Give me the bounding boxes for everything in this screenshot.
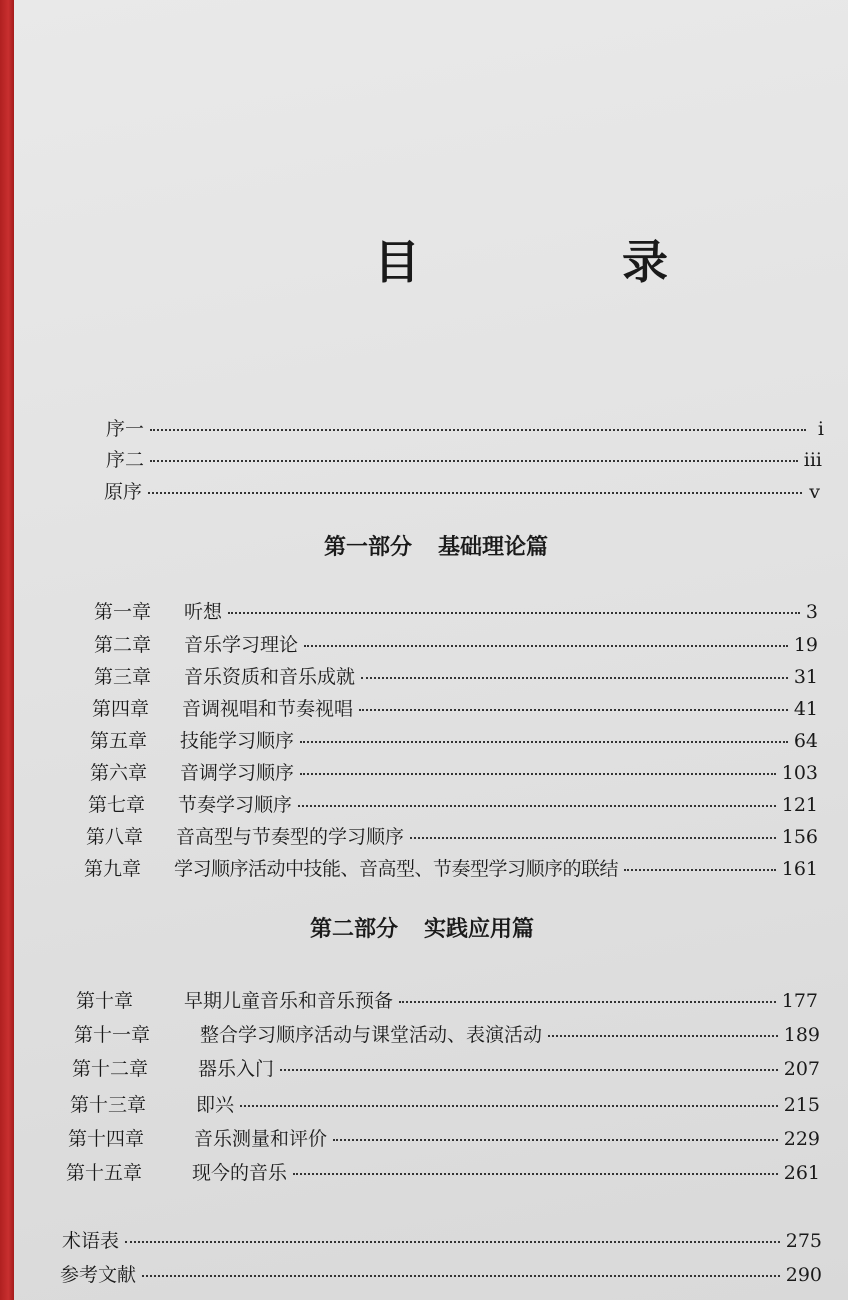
chapter-title: 早期儿童音乐和音乐预备 bbox=[184, 990, 394, 1012]
dot-leader bbox=[228, 612, 800, 614]
part-name: 基础理论篇 bbox=[438, 534, 549, 560]
toc-page-number: 161 bbox=[781, 858, 818, 880]
toc-entry-chapter bbox=[86, 822, 818, 849]
toc-page-number: 64 bbox=[793, 730, 818, 752]
toc-entry-chapter bbox=[90, 726, 818, 753]
dot-leader bbox=[548, 1035, 778, 1037]
dot-leader bbox=[150, 460, 798, 462]
dot-leader bbox=[240, 1105, 778, 1107]
toc-entry-chapter bbox=[74, 1020, 820, 1047]
chapter-number: 第十章 bbox=[76, 990, 134, 1012]
toc-entry-preface-2 bbox=[106, 445, 822, 472]
toc-entry-references bbox=[60, 1260, 822, 1287]
toc-page-number: 41 bbox=[793, 698, 818, 720]
toc-entry-label: 原序 bbox=[104, 481, 143, 503]
chapter-number: 第十二章 bbox=[72, 1058, 149, 1080]
toc-page bbox=[14, 0, 848, 1300]
toc-page-number: 19 bbox=[793, 634, 818, 656]
toc-entry-label: 序一 bbox=[106, 418, 145, 440]
dot-leader bbox=[359, 709, 788, 711]
toc-entry-chapter bbox=[84, 854, 818, 881]
toc-entry-preface-1 bbox=[106, 414, 824, 441]
chapter-title: 音乐学习理论 bbox=[184, 634, 299, 656]
chapter-title: 音乐测量和评价 bbox=[194, 1128, 328, 1150]
chapter-number: 第七章 bbox=[88, 794, 146, 816]
dot-leader bbox=[624, 869, 776, 871]
toc-page-number: 156 bbox=[781, 826, 818, 848]
chapter-number: 第一章 bbox=[94, 601, 152, 623]
toc-entry-label: 参考文献 bbox=[60, 1264, 137, 1286]
chapter-number: 第二章 bbox=[94, 634, 152, 656]
chapter-number: 第十一章 bbox=[74, 1024, 151, 1046]
part-number: 第二部分 bbox=[310, 916, 399, 942]
chapter-number: 第八章 bbox=[86, 826, 144, 848]
chapter-title: 即兴 bbox=[196, 1094, 235, 1116]
dot-leader bbox=[304, 645, 788, 647]
chapter-title: 听想 bbox=[184, 601, 223, 623]
dot-leader bbox=[298, 805, 776, 807]
toc-entry-chapter bbox=[72, 1054, 820, 1081]
dot-leader bbox=[361, 677, 788, 679]
dot-leader bbox=[280, 1069, 778, 1071]
toc-entry-chapter bbox=[66, 1158, 820, 1185]
toc-page-number: 3 bbox=[805, 601, 818, 623]
part-number: 第一部分 bbox=[324, 534, 413, 560]
chapter-title: 音乐资质和音乐成就 bbox=[184, 666, 356, 688]
part-heading-2 bbox=[310, 912, 534, 943]
toc-entry-chapter bbox=[68, 1124, 820, 1151]
toc-page-number: iii bbox=[803, 449, 822, 471]
toc-entry-chapter bbox=[88, 790, 818, 817]
toc-page-number: 31 bbox=[793, 666, 818, 688]
dot-leader bbox=[150, 429, 806, 431]
toc-page-number: i bbox=[817, 418, 824, 440]
dot-leader bbox=[142, 1275, 780, 1277]
dot-leader bbox=[300, 773, 776, 775]
page-title: 目 录 bbox=[374, 235, 746, 289]
toc-entry-chapter bbox=[94, 597, 818, 624]
dot-leader bbox=[293, 1173, 778, 1175]
toc-page-number: 189 bbox=[783, 1024, 820, 1046]
toc-entry-glossary bbox=[62, 1226, 822, 1253]
dot-leader bbox=[410, 837, 776, 839]
toc-entry-chapter bbox=[70, 1090, 820, 1117]
chapter-number: 第六章 bbox=[90, 762, 148, 784]
toc-entry-chapter bbox=[94, 630, 818, 657]
chapter-title: 现今的音乐 bbox=[192, 1162, 288, 1184]
toc-entry-preface-3 bbox=[104, 477, 820, 504]
toc-entry-label: 术语表 bbox=[62, 1230, 120, 1252]
chapter-number: 第十四章 bbox=[68, 1128, 145, 1150]
part-heading-1 bbox=[324, 530, 548, 561]
chapter-title: 节奏学习顺序 bbox=[178, 794, 293, 816]
chapter-title: 整合学习顺序活动与课堂活动、表演活动 bbox=[200, 1024, 543, 1046]
toc-page-number: 121 bbox=[781, 794, 818, 816]
chapter-number: 第九章 bbox=[84, 858, 142, 880]
dot-leader bbox=[300, 741, 788, 743]
toc-entry-label: 序二 bbox=[106, 449, 145, 471]
toc-page-number: 207 bbox=[783, 1058, 820, 1080]
toc-page-number: 103 bbox=[781, 762, 818, 784]
toc-entry-chapter bbox=[92, 694, 818, 721]
toc-page-number: 275 bbox=[785, 1230, 822, 1252]
toc-entry-chapter bbox=[76, 986, 818, 1013]
part-name: 实践应用篇 bbox=[424, 916, 535, 942]
book-cover-edge bbox=[0, 0, 14, 1300]
chapter-title: 器乐入门 bbox=[198, 1058, 275, 1080]
dot-leader bbox=[333, 1139, 778, 1141]
dot-leader bbox=[148, 492, 802, 494]
toc-entry-chapter bbox=[90, 758, 818, 785]
toc-page-number: 290 bbox=[785, 1264, 822, 1286]
toc-page-number: v bbox=[809, 481, 820, 503]
toc-entry-chapter bbox=[94, 662, 818, 689]
dot-leader bbox=[399, 1001, 776, 1003]
chapter-title: 音高型与节奏型的学习顺序 bbox=[176, 826, 405, 848]
chapter-title: 学习顺序活动中技能、音高型、节奏型学习顺序的联结 bbox=[174, 858, 619, 880]
toc-page-number: 177 bbox=[781, 990, 818, 1012]
toc-page-number: 229 bbox=[783, 1128, 820, 1150]
chapter-number: 第四章 bbox=[92, 698, 150, 720]
chapter-number: 第十五章 bbox=[66, 1162, 143, 1184]
dot-leader bbox=[125, 1241, 780, 1243]
chapter-title: 音调学习顺序 bbox=[180, 762, 295, 784]
chapter-title: 技能学习顺序 bbox=[180, 730, 295, 752]
chapter-number: 第五章 bbox=[90, 730, 148, 752]
toc-page-number: 261 bbox=[783, 1162, 820, 1184]
chapter-title: 音调视唱和节奏视唱 bbox=[182, 698, 354, 720]
toc-page-number: 215 bbox=[783, 1094, 820, 1116]
chapter-number: 第三章 bbox=[94, 666, 152, 688]
chapter-number: 第十三章 bbox=[70, 1094, 147, 1116]
